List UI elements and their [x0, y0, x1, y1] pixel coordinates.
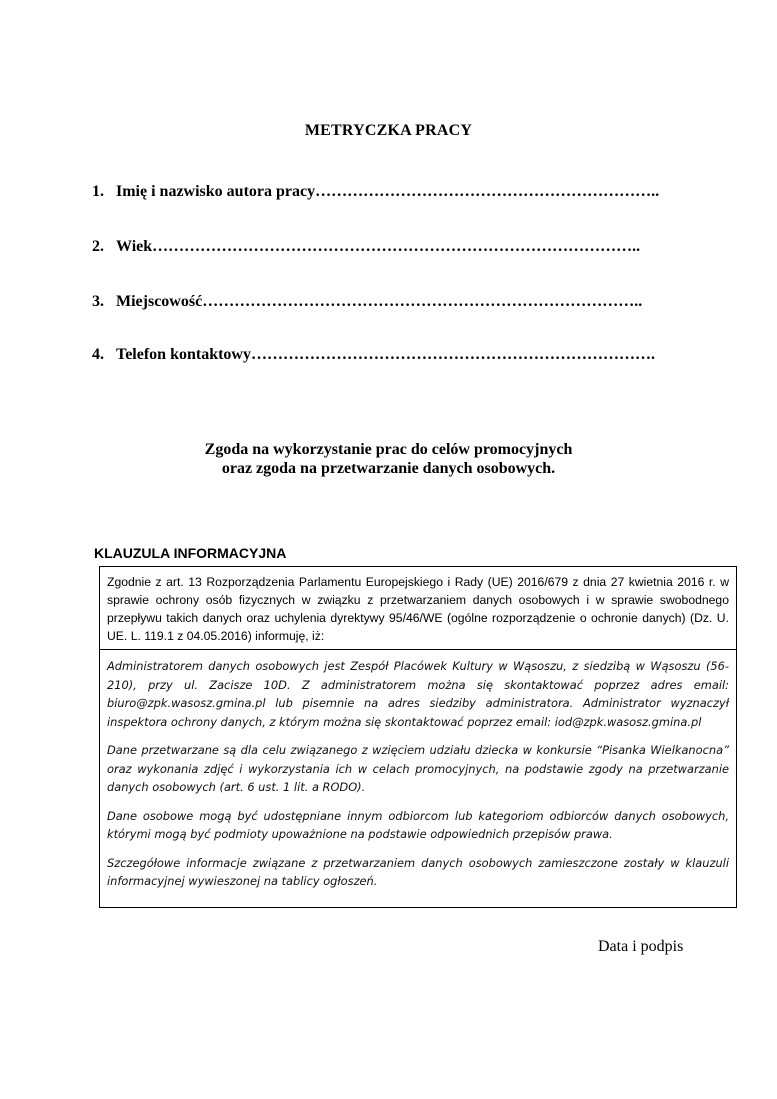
clause-heading: KLAUZULA INFORMACYJNA: [94, 545, 287, 561]
field-dots: ………………………………………………………………………………..: [152, 238, 641, 255]
field-number: 2.: [92, 238, 104, 255]
document-title: METRYCZKA PRACY: [304, 122, 473, 139]
field-dots: ………………………………………………………..: [315, 183, 660, 200]
field-label: Miejscowość: [116, 293, 203, 310]
field-number: 4.: [92, 346, 104, 363]
clause-paragraph-purpose: Dane przetwarzane są dla celu związanego z wzięciem udziału dziecka w konkursie “Pisanka Wielkanocna” oraz wykonania zdjęć i wykorzystania ich w celach promocyjnych, na podstawie zgody na przetwarzanie danych osobowych (art. 6 ust. 1 lit. a RODO).: [107, 743, 729, 794]
clause-paragraph-recipients: Dane osobowe mogą być udostępniane innym odbiorcom lub kategoriom odbiorców danych osobowych, którymi mogą być podmioty upoważnione na podstawie odpowiednich przepisów prawa.: [107, 808, 729, 841]
field-label: Wiek: [116, 238, 153, 255]
clause-paragraph-administrator: Administratorem danych osobowych jest Zespół Placówek Kultury w Wąsoszu, z siedzibą w Wąsoszu (56-210), przy ul. Zacisze 10D. Z administratorem można się skontaktować poprzez adres email: biuro@zpk.wasosz.gmina.pl lub pisemnie na adres siedziby administratora. Administrator wyznaczył inspektora ochrony danych, z którym można się skontaktować poprzez email: iod@zpk.wasosz.gmina.pl: [107, 659, 729, 729]
field-locality: [92, 293, 642, 311]
field-author-name: [92, 183, 659, 201]
field-number: 3.: [92, 293, 104, 310]
clause-paragraph-details: Szczegółowe informacje związane z przetwarzaniem danych osobowych zamieszczone zostały w klauzuli informacyjnej wywieszonej na tablicy ogłoszeń.: [107, 855, 729, 888]
field-number: 1.: [92, 183, 104, 200]
clause-box: [99, 566, 737, 908]
consent-heading: [0, 440, 777, 478]
field-age: [92, 238, 640, 256]
field-dots: ………………………………………………………………….: [250, 346, 655, 363]
clause-intro: Zgodnie z art. 13 Rozporządzenia Parlamentu Europejskiego i Rady (UE) 2016/679 z dnia 27 kwietnia 2016 r. w sprawie ochrony osób fizycznych w związku z przetwarzaniem danych osobowych i w sprawie swobodnego przepływu takich danych oraz uchylenia dyrektywy 95/46/WE (ogólne rozporządzenie o ochronie danych) (Dz. U. UE. L. 119.1 z 04.05.2016) informuję, iż:: [100, 567, 736, 650]
field-label: Telefon kontaktowy: [116, 346, 251, 363]
field-dots: ………………………………………………………………………..: [202, 293, 643, 310]
field-phone: [92, 346, 655, 364]
field-label: Imię i nazwisko autora pracy: [116, 183, 316, 200]
consent-line: oraz zgoda na przetwarzanie danych osobowych.: [221, 460, 556, 477]
signature-label: Data i podpis: [598, 938, 684, 955]
clause-body: [100, 650, 736, 907]
consent-line: Zgoda na wykorzystanie prac do celów promocyjnych: [204, 441, 573, 458]
